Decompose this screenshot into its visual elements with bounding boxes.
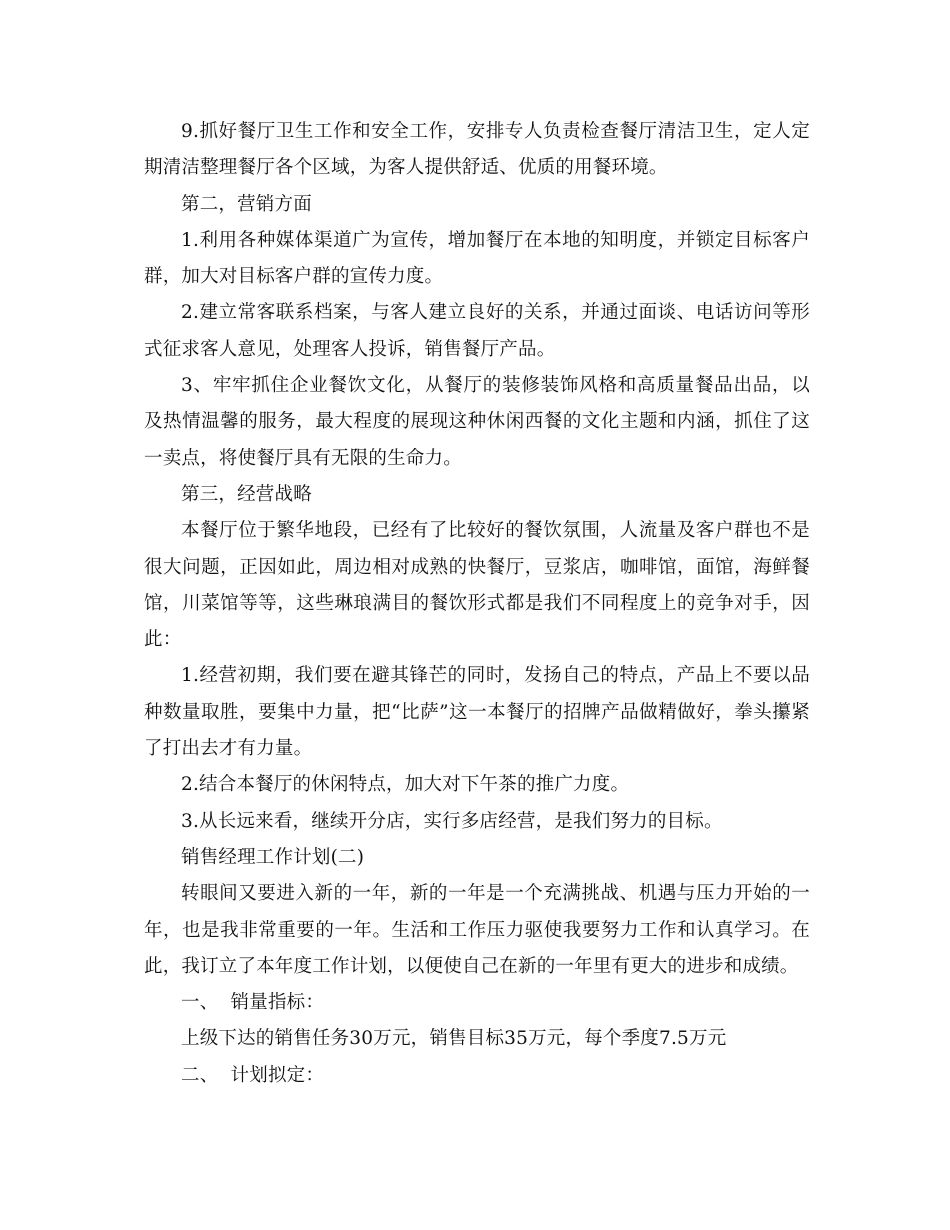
paragraph-marketing-3: 3、牢牢抓住企业餐饮文化，从餐厅的装修装饰风格和高质量餐品出品，以及热情温馨的服务，最大程度的展现这种休闲西餐的文化主题和内涵，抓住了这一卖点，将使餐厅具有无限的生命力。 [144,375,810,469]
paragraph-strategy-1: 1.经营初期，我们要在避其锋芒的同时，发扬自己的特点，产品上不要以品种数量取胜，要集中力量，把“比萨”这一本餐厅的招牌产品做精做好，拳头攥紧了打出去才有力量。 [144,665,810,760]
paragraph-sales-target: 上级下达的销售任务30万元，销售目标35万元，每个季度7.5万元 [181,1028,727,1050]
subheading-sales-target: 一、 销量指标： [181,992,325,1014]
paragraph-plan-intro: 转眼间又要进入新的一年，新的一年是一个充满挑战、机遇与压力开始的一年，也是我非常重要的一年。生活和工作压力驱使我要努力工作和认真学习。在此，我订立了本年度工作计划，以便使自己在新的一年里有更大的进步和成绩。 [144,883,810,977]
paragraph-marketing-2: 2.建立常客联系档案，与客人建立良好的关系，并通过面谈、电话访问等形式征求客人意见，处理客人投诉，销售餐厅产品。 [144,302,810,360]
paragraph-marketing-1: 1.利用各种媒体渠道广为宣传，增加餐厅在本地的知明度，并锁定目标客户群，加大对目标客户群的宣传力度。 [144,229,810,288]
document-body [144,114,810,1094]
paragraph-strategy-intro: 本餐厅位于繁华地段，已经有了比较好的餐饮氛围，人流量及客户群也不是很大问题，正因如此，周边相对成熟的快餐厅，豆浆店，咖啡馆，面馆，海鲜餐馆，川菜馆等等，这些琳琅满目的餐饮形式都是我们不同程度上的竞争对手，因此： [144,520,810,651]
section-heading-marketing: 第二，营销方面 [181,193,312,215]
paragraph-item-9: 9.抓好餐厅卫生工作和安全工作，安排专人负责检查餐厅清洁卫生，定人定期清洁整理餐厅各个区域，为客人提供舒适、优质的用餐环境。 [144,121,810,179]
paragraph-strategy-2: 2.结合本餐厅的休闲特点，加大对下午茶的推广力度。 [181,774,630,796]
subheading-plan-formulation: 二、 计划拟定： [181,1064,325,1086]
section-heading-strategy: 第三，经营战略 [181,483,312,505]
section-title-plan-2: 销售经理工作计划(二) [181,846,365,868]
paragraph-strategy-3: 3.从长远来看，继续开分店，实行多店经营，是我们努力的目标。 [181,810,723,832]
